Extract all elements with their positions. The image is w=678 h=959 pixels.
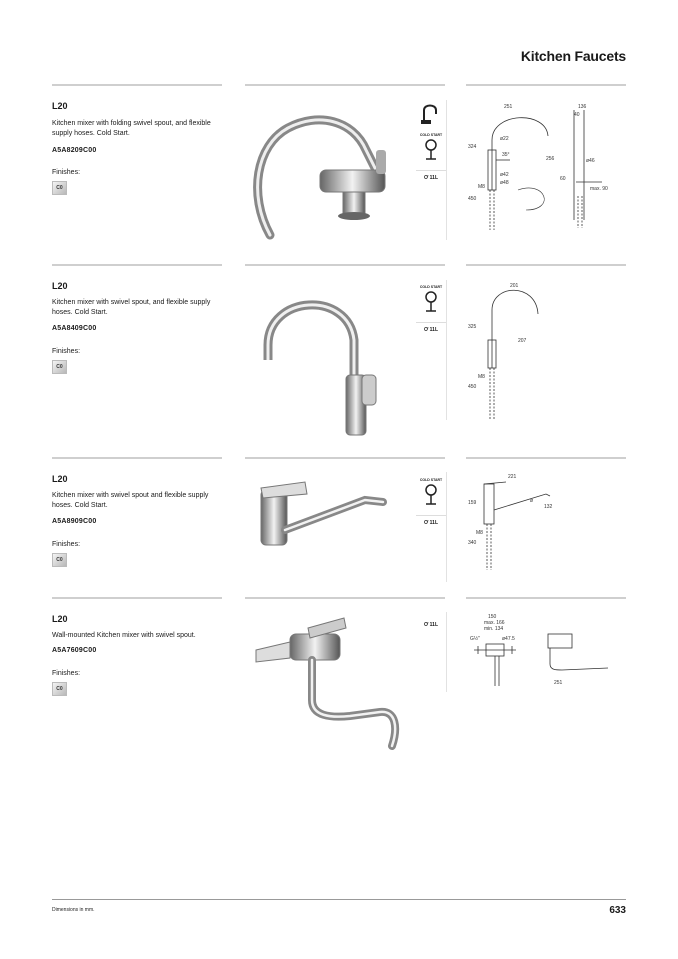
- product-description: Wall-mounted Kitchen mixer with swivel spout.: [52, 632, 196, 639]
- section-divider: [52, 597, 222, 599]
- column-divider: [446, 280, 447, 420]
- dim-width-2: 136: [578, 104, 587, 110]
- feature-icons: [416, 622, 446, 628]
- section-divider: [466, 597, 626, 599]
- section-divider: [245, 84, 445, 86]
- feature-icons: [416, 476, 446, 526]
- dim-width: 221: [508, 474, 517, 480]
- dim-width-2: 251: [554, 680, 563, 686]
- cold-start-badge: COLD START: [419, 285, 443, 289]
- dim-max: max. 90: [590, 186, 608, 192]
- product-model: L20: [52, 281, 68, 291]
- dim-hose-length: 450: [468, 384, 477, 390]
- product-model: L20: [52, 101, 68, 111]
- product-model: L20: [52, 614, 68, 624]
- product-photo: [248, 100, 408, 245]
- dim-diameter-22: ø22: [500, 136, 509, 142]
- product-description: Kitchen mixer with folding swivel spout, and flexible supply hoses. Cold Start.: [52, 120, 211, 137]
- finish-swatch-chrome: C0: [52, 360, 67, 374]
- technical-drawing: [466, 280, 626, 430]
- feature-icons: [416, 100, 446, 181]
- finish-swatch-chrome: C0: [52, 682, 67, 696]
- footer-note: Dimensions in mm.: [52, 907, 95, 913]
- technical-drawing: [466, 470, 626, 580]
- finish-swatch-chrome: C0: [52, 553, 67, 567]
- dim-thread: M8: [476, 530, 483, 536]
- page-title: Kitchen Faucets: [520, 48, 626, 64]
- finishes-label: Finishes:: [52, 169, 81, 176]
- section-divider: [466, 457, 626, 459]
- finish-swatch-chrome: C0: [52, 181, 67, 195]
- cold-start-icon: [416, 482, 446, 506]
- dim-height: 325: [468, 324, 477, 330]
- cold-start-badge: COLD START: [419, 133, 443, 137]
- cold-start-icon: [416, 137, 446, 161]
- flow-rate-icon: Ơ: [424, 175, 429, 181]
- dim-thread: G½": [470, 636, 480, 642]
- dim-angle: 35°: [502, 152, 510, 158]
- flow-rate-label: 11L: [429, 622, 438, 628]
- dim-diameter-42: ø42: [500, 172, 509, 178]
- section-divider: [52, 264, 222, 266]
- section-divider: [466, 264, 626, 266]
- cold-start-icon: [416, 289, 446, 313]
- dim-height-2: 132: [544, 504, 553, 510]
- section-divider: [466, 84, 626, 86]
- technical-drawing: [466, 100, 626, 240]
- dim-hose-length: 340: [468, 540, 477, 546]
- section-divider: [245, 264, 445, 266]
- flow-rate-icon: Ơ: [424, 622, 429, 628]
- dim-height-2: 256: [546, 156, 555, 162]
- finishes-label: Finishes:: [52, 670, 81, 677]
- product-photo: [250, 612, 405, 757]
- dim-height: 159: [468, 500, 477, 506]
- dim-diameter: ø: [530, 498, 534, 504]
- dim-40: 40: [574, 112, 580, 118]
- dim-60: 60: [560, 176, 566, 182]
- column-divider: [446, 472, 447, 582]
- flow-rate-label: 11L: [429, 175, 438, 181]
- dim-diameter-48: ø48: [500, 180, 509, 186]
- column-divider: [446, 100, 447, 240]
- folding-spout-icon: [416, 100, 446, 126]
- dim-height-2: 207: [518, 338, 527, 344]
- product-code: A5A7609C00: [52, 647, 97, 654]
- section-divider: [245, 597, 445, 599]
- product-photo: [258, 285, 388, 440]
- dim-min: min. 134: [484, 626, 504, 632]
- flow-rate-icon: Ơ: [424, 520, 429, 526]
- product-model: L20: [52, 474, 68, 484]
- dim-height: 324: [468, 144, 477, 150]
- column-divider: [446, 612, 447, 692]
- dim-thread: M8: [478, 184, 485, 190]
- cold-start-badge: COLD START: [419, 478, 443, 482]
- flow-rate-label: 11L: [429, 520, 438, 526]
- technical-drawing: [466, 610, 626, 690]
- footer-divider: [52, 899, 626, 900]
- product-description: Kitchen mixer with swivel spout and flexible supply hoses. Cold Start.: [52, 492, 209, 509]
- dim-hose-length: 450: [468, 196, 477, 202]
- dim-diameter-46: ø46: [586, 158, 595, 164]
- product-photo: [255, 470, 395, 555]
- dim-width: 251: [504, 104, 513, 110]
- dim-thread: M8: [478, 374, 485, 380]
- feature-icons: [416, 283, 446, 333]
- section-divider: [52, 457, 222, 459]
- section-divider: [52, 84, 222, 86]
- product-code: A5A8209C00: [52, 147, 97, 154]
- page-number: 633: [609, 905, 626, 916]
- finishes-label: Finishes:: [52, 348, 81, 355]
- product-description: Kitchen mixer with swivel spout, and flexible supply hoses. Cold Start.: [52, 299, 211, 316]
- product-code: A5A8409C00: [52, 325, 97, 332]
- section-divider: [245, 457, 445, 459]
- dim-diameter: ø47.5: [502, 636, 515, 642]
- flow-rate-icon: Ơ: [424, 327, 429, 333]
- dim-width: 201: [510, 283, 519, 289]
- finishes-label: Finishes:: [52, 541, 81, 548]
- dim-width: 150: [488, 614, 497, 620]
- flow-rate-label: 11L: [429, 327, 438, 333]
- product-code: A5A8909C00: [52, 518, 97, 525]
- dim-max: max. 166: [484, 620, 505, 626]
